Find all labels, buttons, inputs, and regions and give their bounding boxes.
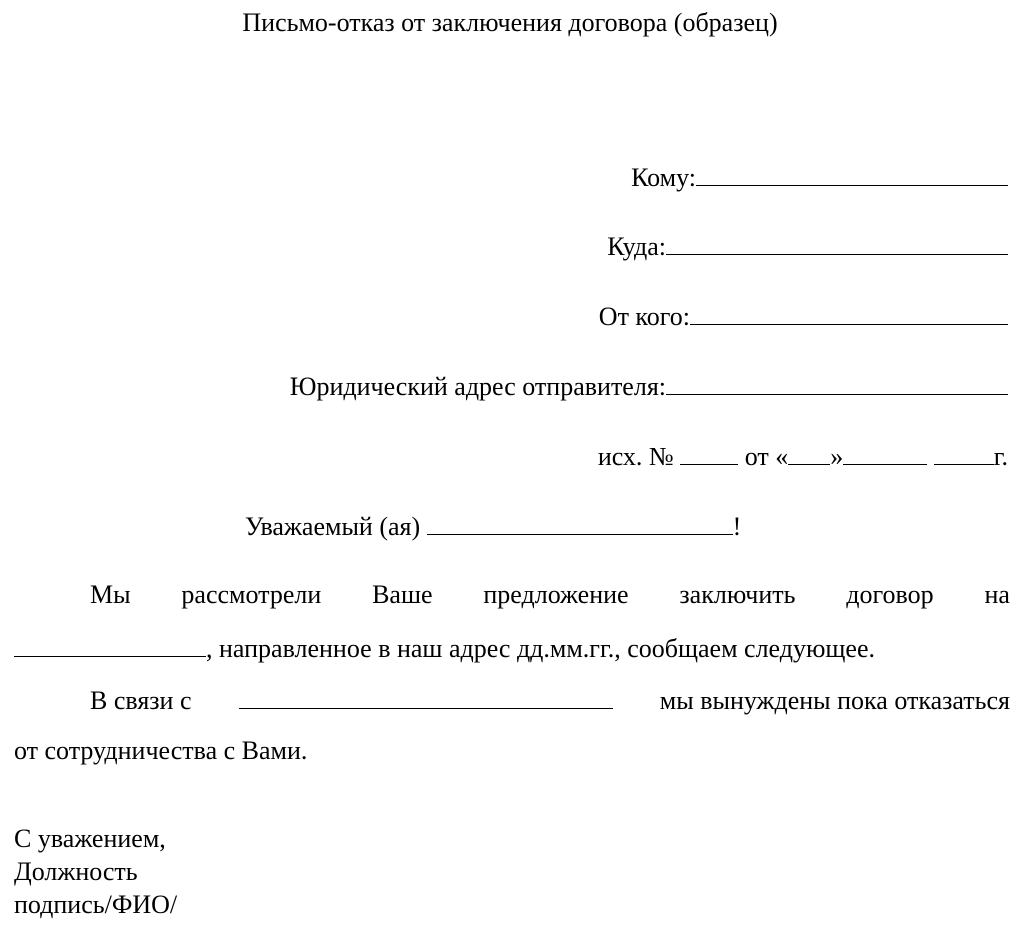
outgoing-number-field[interactable] — [680, 442, 738, 465]
salutation-name-field[interactable] — [427, 512, 733, 535]
from-field[interactable] — [690, 302, 1008, 325]
closing-position: Должность — [14, 857, 138, 886]
paragraph2-start: В связи с — [90, 686, 192, 715]
contract-subject-field[interactable] — [14, 634, 206, 657]
paragraph1-second-line — [14, 634, 875, 662]
paragraph1-word: договор — [846, 580, 934, 609]
paragraph1-word: на — [984, 580, 1010, 609]
paragraph1-continuation: , направленное в наш адрес дд.мм.гг., сообщаем следующее. — [206, 634, 875, 663]
where-line — [607, 232, 1008, 260]
paragraph1-word: заключить — [679, 580, 796, 609]
refusal-reason-field[interactable] — [239, 686, 613, 709]
salutation-line — [245, 512, 741, 540]
to-line — [631, 163, 1008, 191]
outgoing-month-field[interactable] — [843, 442, 927, 465]
paragraph1-word: Ваше — [372, 580, 433, 609]
salutation-end: ! — [732, 512, 742, 541]
paragraph1-word: Мы — [90, 580, 131, 609]
outgoing-year-field[interactable] — [934, 442, 994, 465]
paragraph2-end: мы вынуждены пока отказаться — [659, 686, 1010, 715]
to-label: Кому: — [631, 163, 696, 192]
where-label: Куда: — [607, 232, 666, 261]
salutation-text: Уважаемый (ая) — [245, 512, 421, 541]
document-title: Письмо-отказ от заключения договора (образец) — [242, 8, 778, 37]
to-field[interactable] — [696, 163, 1008, 186]
paragraph1-word: рассмотрели — [181, 580, 322, 609]
outgoing-year-suffix: г. — [993, 442, 1008, 471]
closing-signature: подпись/ФИО/ — [14, 890, 178, 919]
from-line — [599, 302, 1008, 330]
paragraph2-first-line — [90, 686, 1010, 714]
outgoing-from: от « — [744, 442, 789, 471]
outgoing-close-quote: » — [830, 442, 844, 471]
from-label: От кого: — [598, 302, 690, 331]
closing-regards: С уважением, — [14, 824, 166, 853]
paragraph1-first-line — [90, 582, 1010, 608]
legal-address-line — [290, 372, 1008, 400]
paragraph2-continuation: от сотрудничества с Вами. — [14, 736, 308, 765]
outgoing-number-line — [598, 442, 1008, 470]
where-field[interactable] — [666, 232, 1008, 255]
outgoing-prefix: исх. № — [597, 442, 674, 471]
legal-address-field[interactable] — [666, 372, 1008, 395]
paragraph1-word: предложение — [483, 580, 629, 609]
legal-address-label: Юридический адрес отправителя: — [289, 372, 666, 401]
outgoing-day-field[interactable] — [788, 442, 830, 465]
